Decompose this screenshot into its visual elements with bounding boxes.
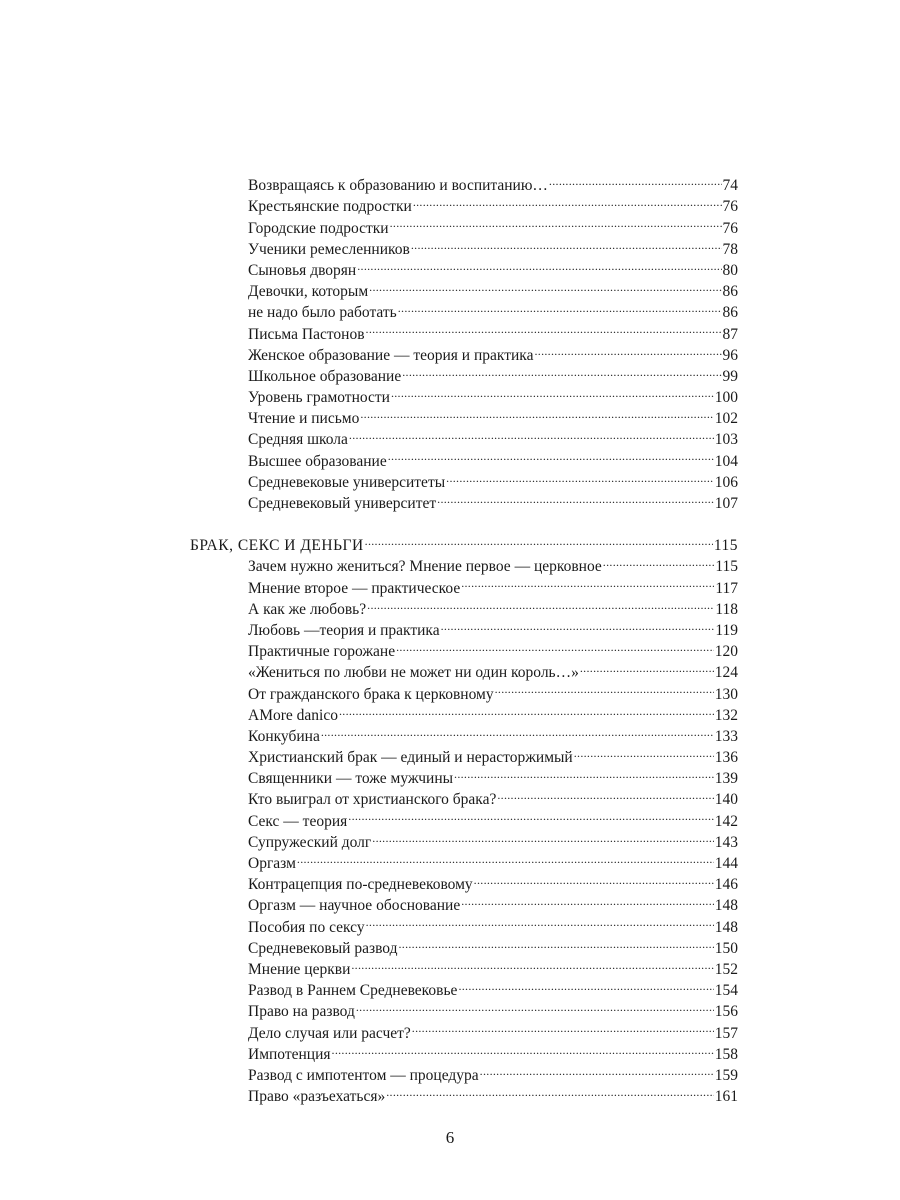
toc-entry-page: 136 [714,749,738,767]
toc-entry-title: Чтение и письмо [248,410,360,428]
table-of-contents [190,169,738,1106]
toc-entry-page: 161 [714,1088,738,1106]
toc-entry-page: 80 [722,261,738,279]
toc-entry-page: 142 [714,812,738,830]
toc-entry-title: Конкубина [248,727,320,745]
toc-entry-title: Девочки, которым [248,283,369,301]
dot-leader [411,233,722,254]
toc-entry-page: 104 [714,452,738,470]
toc-entry-page: 152 [714,960,738,978]
toc-entry-page: 139 [714,770,738,788]
dot-leader [441,614,715,635]
dot-leader [603,550,715,571]
toc-group-marriage [190,550,738,1106]
toc-entry-title: Практичные горожане [248,643,396,661]
toc-entry-page: 100 [714,389,738,407]
dot-leader [396,635,714,656]
dot-leader [458,974,713,995]
toc-entry-title: Развод в Раннем Средневековье [248,982,458,1000]
toc-entry-title: Мнение второе — практическое [248,579,461,597]
toc-entry-title: Мнение церкви [248,960,351,978]
toc-entry-title: Уровень грамотности [248,389,390,407]
toc-entry [190,169,738,195]
dot-leader [321,720,714,741]
dot-leader [391,381,714,402]
dot-leader [461,889,714,910]
dot-leader [461,571,714,592]
toc-entry-title: Кто выиграл от христианского брака? [248,791,497,809]
toc-entry-title: Ученики ремесленников [248,240,410,258]
toc-entry-page: 99 [722,367,738,385]
toc-entry-title: Сыновья дворян [248,261,357,279]
toc-entry-page: 124 [714,664,738,682]
toc-entry-title: не надо было работать [248,304,397,322]
toc-entry-title: Письма Пастонов [248,325,365,343]
toc-entry-page: 87 [722,325,738,343]
toc-entry-page: 154 [714,982,738,1000]
dot-leader [413,190,722,211]
dot-leader [366,317,722,338]
toc-entry-page: 96 [722,346,738,364]
toc-entry-title: Право на развод [248,1003,355,1021]
toc-entry-title: Священники — тоже мужчины [248,770,454,788]
toc-entry-page: 117 [715,579,738,597]
toc-entry-title: А как же любовь? [248,600,367,618]
toc-entry-title: Городские подростки [248,219,389,237]
toc-entry-page: 150 [714,939,738,957]
toc-entry-page: 157 [714,1024,738,1042]
toc-entry-page: 107 [714,495,738,512]
toc-entry-title: Средневековые университеты [248,473,446,491]
toc-entry-title: Школьное образование [248,367,402,385]
toc-entry-title: Средневековый развод [248,939,398,957]
dot-leader [297,847,714,868]
dot-leader [348,804,713,825]
toc-entry-page: 115 [715,558,738,576]
toc-entry-page: 144 [714,855,738,872]
toc-entry-title: Дело случая или расчет? [248,1024,411,1042]
dot-leader [339,699,714,720]
toc-entry-page: 132 [714,706,738,724]
toc-entry-page: 118 [715,600,738,618]
dot-leader [480,1059,714,1080]
toc-entry-title: Пособия по сексу [248,918,365,936]
toc-entry-title: Контрацепция по-средневековому [248,876,473,894]
toc-entry-page: 130 [714,685,738,703]
page-number: 6 [445,1128,455,1147]
dot-leader [437,487,714,508]
dot-leader [402,360,721,381]
dot-leader [390,211,722,232]
toc-entry-title: Средняя школа [248,431,348,449]
toc-entry-page: 148 [714,897,738,915]
toc-entry-page: 156 [714,1003,738,1021]
dot-leader [454,762,714,783]
toc-entry-title: Христианский брак — единый и нерасторжимый [248,749,573,767]
toc-entry-title: Женское образование — теория и практика [248,346,534,364]
dot-leader [351,953,713,974]
toc-entry-page: 148 [714,918,738,936]
toc-entry-title: Право «разъехаться» [248,1088,386,1106]
toc-entry-title: «Жениться по любви не может ни один король…» [248,664,579,682]
dot-leader [446,466,714,487]
dot-leader [365,529,713,550]
toc-entry-page: 133 [714,727,738,745]
toc-entry-title: Зачем нужно жениться? Мнение первое — церковное [248,558,602,576]
toc-entry-page: 146 [714,876,738,894]
dot-leader [367,593,714,614]
toc-entry-title: Оргазм — научное обоснование [248,897,461,915]
dot-leader [388,444,714,465]
toc-entry-page: 158 [714,1045,738,1063]
toc-entry-page: 74 [722,177,738,195]
dot-leader [386,1080,714,1101]
toc-entry-page: 76 [722,198,738,216]
dot-leader [497,783,713,804]
dot-leader [474,868,714,889]
dot-leader [549,169,722,190]
section-page: 115 [713,537,738,555]
dot-leader [349,423,714,444]
toc-entry-title: AMore danico [248,706,338,724]
toc-entry-page: 102 [714,410,738,428]
toc-entry-page: 86 [722,283,738,301]
toc-entry-title: Секс — теория [248,812,348,830]
dot-leader [495,677,714,698]
dot-leader [412,1016,714,1037]
toc-entry-page: 86 [722,304,738,322]
toc-entry-page: 78 [722,240,738,258]
toc-entry-title: Средневековый университет [248,495,437,512]
dot-leader [534,339,721,360]
toc-entry-title: Импотенция [248,1045,331,1063]
toc-entry-title: Развод с импотентом — процедура [248,1066,479,1084]
toc-entry-page: 143 [714,833,738,851]
toc-entry-page: 120 [714,643,738,661]
dot-leader [357,254,721,275]
dot-leader [369,275,721,296]
toc-entry-page: 119 [715,621,738,639]
dot-leader [356,995,714,1016]
toc-section-heading [190,529,738,555]
toc-entry-page: 103 [714,431,738,449]
toc-entry-title: Возвращаясь к образованию и воспитанию… [248,177,548,195]
toc-entry-title: Высшее образование [248,452,387,470]
toc-entry-title: Оргазм [248,855,296,872]
dot-leader [372,826,713,847]
toc-entry-page: 159 [714,1066,738,1084]
dot-leader [366,910,714,931]
dot-leader [580,656,714,677]
dot-leader [574,741,714,762]
toc-entry-title: От гражданского брака к церковному [248,685,494,703]
toc-entry-page: 140 [714,791,738,809]
toc-entry-title: Крестьянские подростки [248,198,412,216]
toc-group-education [190,169,738,512]
section-title: БРАК, СЕКС И ДЕНЬГИ [190,537,364,555]
dot-leader [398,932,713,953]
toc-entry-page: 76 [722,219,738,237]
toc-entry-page: 106 [714,473,738,491]
dot-leader [332,1038,714,1059]
toc-entry-title: Любовь —теория и практика [248,621,440,639]
toc-entry-title: Супружеский долг [248,833,372,851]
dot-leader [398,296,722,317]
dot-leader [360,402,713,423]
